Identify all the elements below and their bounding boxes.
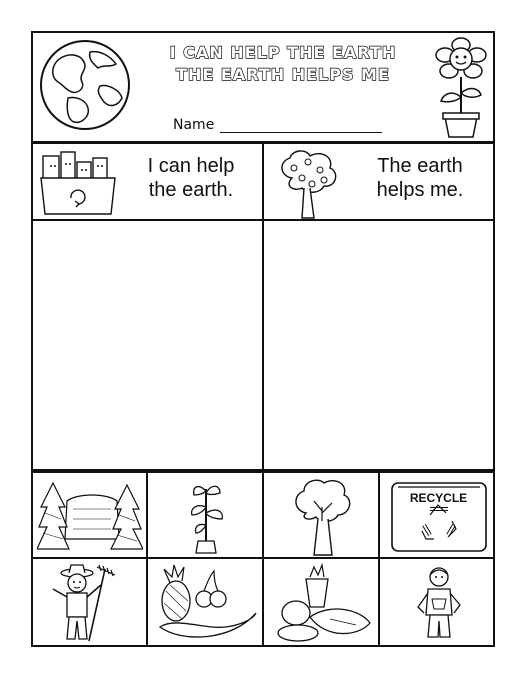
left-heading xyxy=(125,154,257,202)
right-heading-line-1: The earth xyxy=(377,155,463,177)
cutout-vegetables[interactable] xyxy=(262,557,380,647)
name-line[interactable] xyxy=(220,119,382,133)
left-heading-cell xyxy=(31,142,264,221)
cutout-fruit[interactable] xyxy=(146,557,264,647)
tree-icon xyxy=(288,477,358,557)
seedling-icon xyxy=(178,479,234,555)
cutout-recycle[interactable] xyxy=(378,471,495,559)
recycle-bin-icon xyxy=(39,148,117,216)
name-label: Name xyxy=(173,117,215,133)
right-heading xyxy=(350,154,490,202)
recycle-label: RECYCLE xyxy=(409,491,468,505)
right-heading-line-2: helps me. xyxy=(376,179,464,201)
left-heading-line-1: I can help xyxy=(147,155,235,177)
title-line-1: I CAN HELP THE EARTH xyxy=(169,43,397,62)
left-heading-line-2: the earth. xyxy=(148,179,234,201)
vegetables-icon xyxy=(270,563,378,645)
fruit-icon xyxy=(152,563,262,645)
right-answer-area[interactable] xyxy=(262,219,495,471)
header-box xyxy=(31,31,495,143)
apple-tree-icon xyxy=(272,148,342,220)
right-heading-cell xyxy=(262,142,495,221)
cutout-forest[interactable] xyxy=(31,471,148,559)
smiling-flower-icon xyxy=(433,37,489,139)
left-answer-area[interactable] xyxy=(31,219,264,471)
gardener-icon xyxy=(410,565,468,643)
farmer-icon xyxy=(43,563,139,645)
cutout-seedling[interactable] xyxy=(146,471,264,559)
forest-icon xyxy=(37,479,143,553)
cutout-tree[interactable] xyxy=(262,471,380,559)
worksheet xyxy=(31,31,495,647)
cutout-farmer[interactable] xyxy=(31,557,148,647)
title-line-2: THE EARTH HELPS ME xyxy=(176,65,390,84)
globe-icon xyxy=(38,38,133,133)
cutout-gardener[interactable] xyxy=(378,557,495,647)
name-field[interactable] xyxy=(173,117,382,133)
